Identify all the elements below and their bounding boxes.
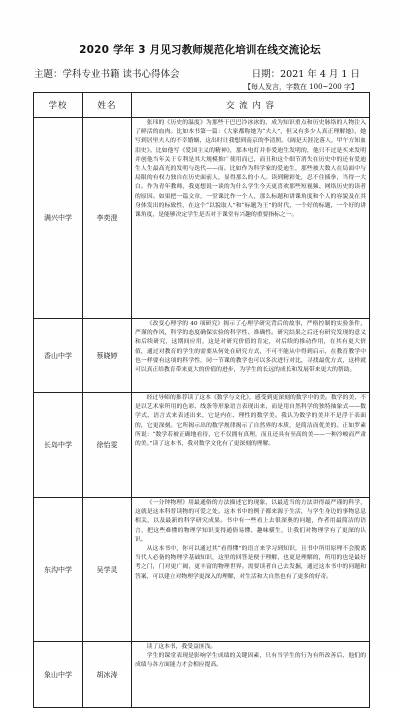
content-paragraph: 学生的课堂表现是影响学生成绩的关键因素，只有当学生的行为有所改善后，他们的成绩与各方面能力才会相应提高。 [135,653,366,669]
topic-text: 主题：学科专业书籍 读书心得体会 [34,69,180,80]
table-header-row [34,93,370,118]
school-cell: 象山中学 [34,642,83,708]
content-paragraph: 读了这本书，我受益匪浅。 [146,644,217,650]
content-cell [132,498,370,642]
name-cell: 吴学灵 [83,498,132,642]
content-paragraph: 经过导师的推荐读了这本《数学与文化》，感受到更深刻的数学中的美。数学的美，不是以艺术家所用的色彩、线条等形象语言表现出来，而是用自然科学的独特抽象式——数学式、语言式来表述出来，它是内在、理性的数学美。我认为数学的美并不是浮于表面的，它更深刻。它所揭示出的数学规律揭示了自然界的本质，是简洁而优美的。正如罗素所说：“数学若被正确地看待，它不仅拥有真理，而且还具有至高的美——一种冷峻而严肃的美。”读了这本书，我对数学文化有了更深刻的理解。 [135,395,366,448]
meta-line [34,66,360,80]
content-cell [132,319,370,393]
content-paragraph: 张玮的《历史的温度》为那些干巴巴冷冰冰的，成为知识重点和历史脉络的人物注入了鲜活的血肉。比如本书第一篇：《大家都称她为“夫人”，但又有多少人真正理解她》，她写到居里夫人的不幸婚姻，这出时让我想到南京的李清照。《阔是天涯沦落人，甲午方知血泪史》。比如他写《爱国主义的精神》，那本电灯并非爱迪生发明的，他只不过是买来发明并创他当年关于专利是其大规模推广使用而已，而丑和这个细节消失在历史中的还有爱迪生人生最高光的发明与迭代——而。比如作为科学家的爱迪生，那些被大数人在局面中与局限的有权力独自在历史面前人，显得那么的小人。读到精彩处，忍不住插拳，当得一大白。作为青年教师，我更想说一谈的为什么学生今天更喜欢那些短视频、网络历史的读者的原因。如果把一篇文章，一堂课比作一个人，那么标题和讲课角度和个人的容貌及在其身体发出的标致性，在这个“以貌取人”和“标题为王”的时代，一个好的标题，一个好的讲课角度，是能够决定学生是否对于课堂有兴趣的重要指标之一。 [135,120,366,219]
header-content: 交 流 内 容 [132,93,370,118]
content-cell [132,118,370,319]
name-cell: 徐怡雯 [83,393,132,498]
name-cell: 蔡晓婷 [83,319,132,393]
page-title: 2020 学年 3 月见习教师规范化培训在线交流论坛 [79,44,321,56]
school-cell: 香山中学 [34,319,83,393]
table-row [34,393,370,498]
school-cell: 满兴中学 [34,118,83,319]
name-cell: 胡冰涛 [83,642,132,708]
content-cell [132,393,370,498]
word-count-note: 【每人发言，字数在 100~200 字】 [243,83,358,91]
table-row [34,498,370,642]
table-row [34,642,370,708]
school-cell: 东沟中学 [34,498,83,642]
name-cell: 李奕澄 [83,118,132,319]
header-school: 学校 [34,93,83,118]
school-cell: 长岛中学 [34,393,83,498]
content-cell [132,642,370,708]
date-text: 日期：2021 年 4 月 1 日 [251,69,360,80]
exchange-table [33,92,370,708]
content-paragraph: 《改变心理学的 40 项研究》揭示了心理学研究背后的故事，严格控制的实验条件，严谨的作风，科学的态度确保实验的科学性、准确性。研究结果之后还有研究发现的意义和后续研究，这期间应用，这是对研究价值的肯定，对后续的推动作用，在其有更大价值，通过对教育的学生的需要从何处在研究方式，不可不能从中得到启示，在教育教学中也一样要有这项的科学性，同一节课的教学也可以多次进行对比，寻找最优方式，这样就可以真正给教育带来更大的价值的进步，为学生的长远的成长和发展带来更大的帮助。 [135,321,366,374]
table-row [34,118,370,319]
content-paragraph: 《一分钟物理》用最通俗的方法描述它的现象，以最适当的方法讲得最严谨的科学，这就是这本科普读物的可爱之处。这本书中的例子都来源于生活，与学生身边的事物息息相关，以及最新的科学研究成果。书中有一些看上去很深奥的问题，作者用最简洁的语言，把这些难懂的物理学知识变得通俗易懂、趣味横生，让我们对物理学有了更深的认识。 [135,500,366,543]
content-paragraph: 从这本书中，你可以通过其“看得懂”的语言来学习到知识，且书中所用原理不会脱离当代人必备的物理学基础知识，这里的回答是便于理解，也更是理解的，所用的也是最好考之门，门对更广阔，更丰富的物理世界。需要读者自己去发掘，通过这本书中的问题和答案，可以建立对物理学更深入的理解，对生活和大自然也有了更多的好奇。 [135,546,366,580]
table-row [34,319,370,393]
header-name: 姓名 [83,93,132,118]
